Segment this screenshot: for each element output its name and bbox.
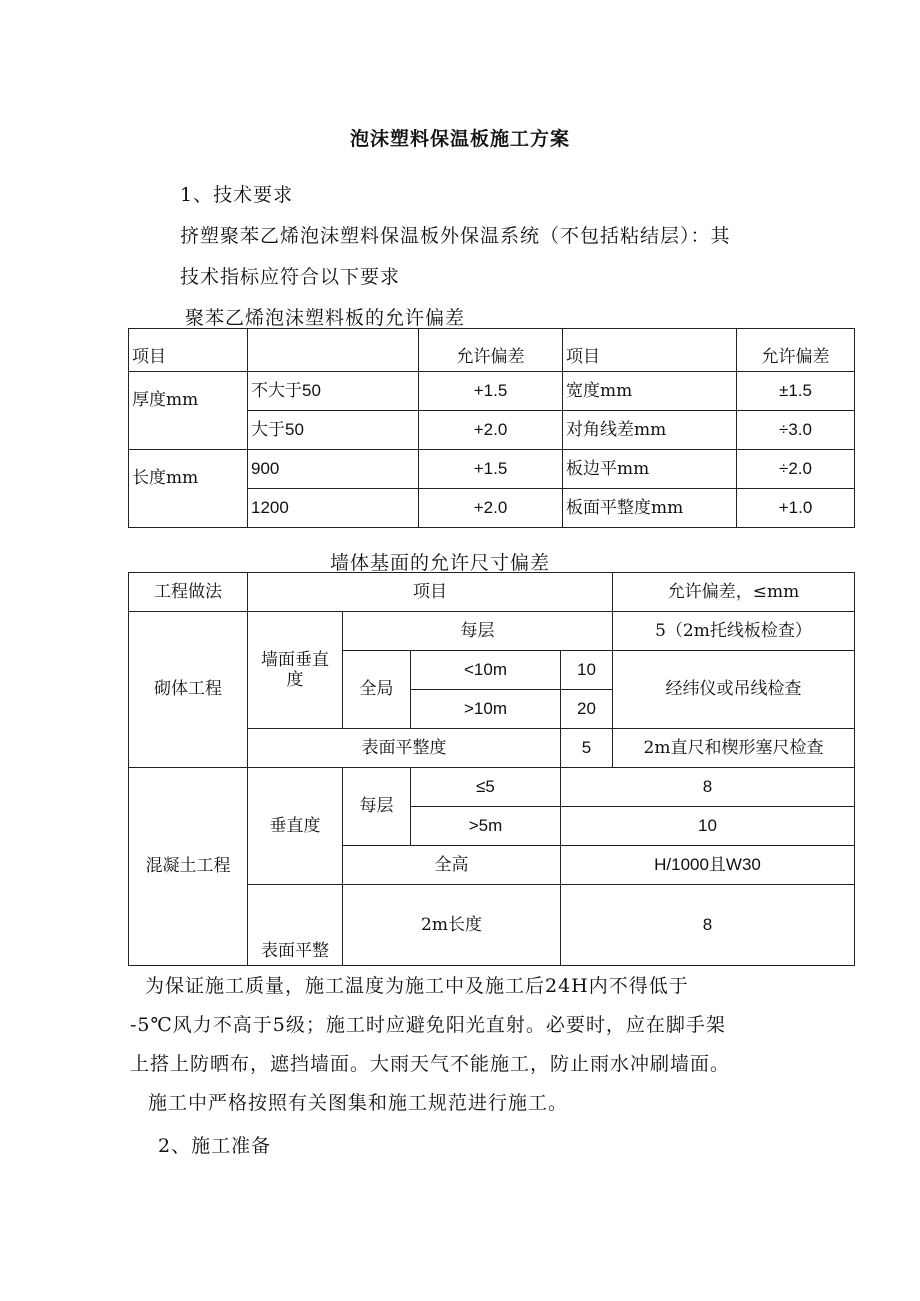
- table-cell: 8: [561, 768, 855, 807]
- table-cell: <10m: [411, 651, 561, 690]
- table-cell: +2.0: [419, 411, 563, 450]
- table-cell: 对角线差mm: [563, 411, 737, 450]
- table-cell: >10m: [411, 690, 561, 729]
- table-header: 项目: [248, 573, 613, 612]
- table-cell: 20: [561, 690, 613, 729]
- table-header: 项目: [129, 329, 248, 372]
- table-cell: H/1000且W30: [561, 846, 855, 885]
- paragraph-line-3: 上搭上防晒布，遮挡墙面。大雨天气不能施工，防止雨水冲刷墙面。: [130, 1053, 731, 1075]
- table-row: [129, 372, 855, 411]
- table-cell: +1.0: [737, 489, 855, 528]
- table-cell: 每层: [343, 768, 411, 846]
- table-cell: ÷3.0: [737, 411, 855, 450]
- table-cell: 10: [561, 651, 613, 690]
- intro-line-2: 技术指标应符合以下要求: [180, 266, 401, 288]
- table-cell: 长度mm: [129, 450, 248, 528]
- table-cell: +1.5: [419, 372, 563, 411]
- paragraph-line-2: -5℃风力不高于5级；施工时应避免阳光直射。必要时，应在脚手架: [130, 1014, 726, 1036]
- table-cell: 宽度mm: [563, 372, 737, 411]
- section1-heading: 1、技术要求: [180, 184, 294, 206]
- table-cell: 每层: [343, 612, 613, 651]
- intro-line-1: 挤塑聚苯乙烯泡沫塑料保温板外保温系统（不包括粘结层）：其: [180, 225, 731, 247]
- table-header: 允许偏差: [737, 329, 855, 372]
- table-row: [129, 612, 855, 651]
- table-cell: 2m长度: [343, 885, 561, 966]
- table-cell: 10: [561, 807, 855, 846]
- table2-caption: 墙体基面的允许尺寸偏差: [329, 552, 550, 574]
- table-cell: 砌体工程: [129, 612, 248, 768]
- table-cell: 大于50: [248, 411, 419, 450]
- table-cell: 垂直度: [248, 768, 343, 885]
- table-cell: 墙面垂直度: [248, 612, 343, 729]
- section2-heading: 2、施工准备: [158, 1135, 272, 1157]
- table-cell: 板边平mm: [563, 450, 737, 489]
- table-cell: 经纬仪或吊线检查: [613, 651, 855, 729]
- table-cell: ≤5: [411, 768, 561, 807]
- table-cell: 混凝土工程: [129, 768, 248, 966]
- table-cell: 表面平整度: [248, 729, 561, 768]
- table-cell: 8: [561, 885, 855, 966]
- page-title: 泡沫塑料保温板施工方案: [349, 128, 570, 150]
- paragraph-line-4: 施工中严格按照有关图集和施工规范进行施工。: [148, 1092, 569, 1114]
- table-cell: 全高: [343, 846, 561, 885]
- tolerance-table-boards: [128, 328, 855, 528]
- table-cell: 全局: [343, 651, 411, 729]
- table-cell: 厚度mm: [129, 372, 248, 450]
- table-cell: 2m直尺和楔形塞尺检查: [613, 729, 855, 768]
- table-row: [129, 450, 855, 489]
- table-cell: 5（2m托线板检查）: [613, 612, 855, 651]
- table-header: 允许偏差: [419, 329, 563, 372]
- table1-caption: 聚苯乙烯泡沫塑料板的允许偏差: [185, 307, 466, 329]
- tolerance-table-walls: [128, 572, 855, 966]
- table-cell: >5m: [411, 807, 561, 846]
- table-cell: 板面平整度mm: [563, 489, 737, 528]
- table-cell: 不大于50: [248, 372, 419, 411]
- table-header: [248, 329, 419, 372]
- table-cell: 900: [248, 450, 419, 489]
- table-row: [129, 768, 855, 807]
- table-cell: ±1.5: [737, 372, 855, 411]
- table-row: [129, 329, 855, 372]
- table-header: 允许偏差，≤mm: [613, 573, 855, 612]
- table-header: 工程做法: [129, 573, 248, 612]
- table-cell: +2.0: [419, 489, 563, 528]
- table-cell: 1200: [248, 489, 419, 528]
- table-cell: ÷2.0: [737, 450, 855, 489]
- table-cell: 5: [561, 729, 613, 768]
- paragraph-line-1: 为保证施工质量，施工温度为施工中及施工后24H内不得低于: [145, 975, 689, 997]
- table-row: [129, 573, 855, 612]
- table-cell: +1.5: [419, 450, 563, 489]
- table-cell: 表面平整: [248, 885, 343, 966]
- table-header: 项目: [563, 329, 737, 372]
